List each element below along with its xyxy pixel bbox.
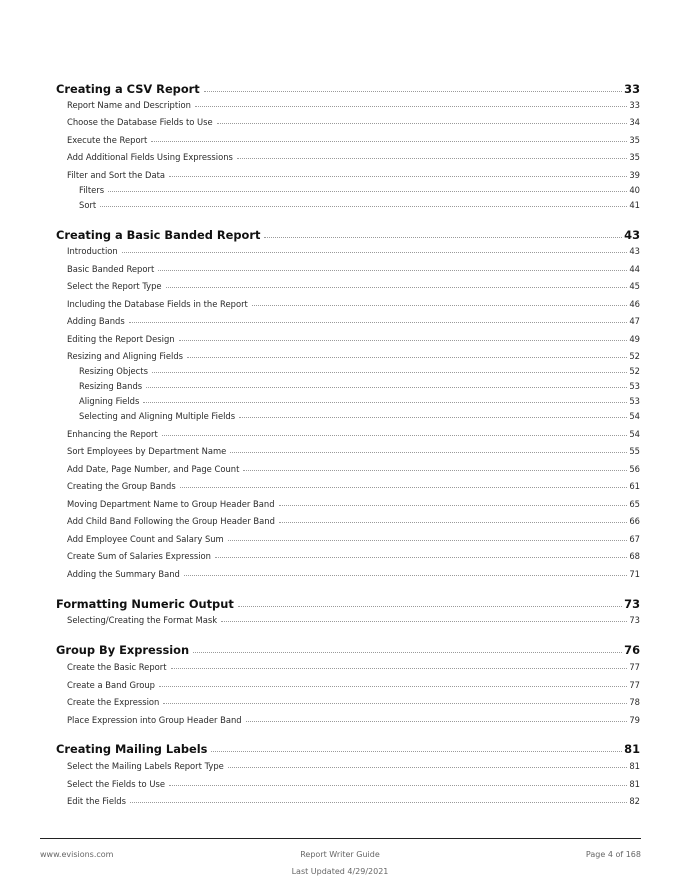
- toc-page-number: 44: [629, 264, 640, 274]
- dot-leader: [158, 269, 627, 271]
- footer-page-info: Page 4 of 168: [585, 850, 641, 859]
- toc-entry-title: Add Additional Fields Using Expressions: [67, 152, 233, 162]
- dot-leader: [195, 105, 627, 107]
- toc-entry-title: Select the Report Type: [67, 281, 162, 291]
- toc-page-number: 33: [624, 82, 640, 96]
- dot-leader: [246, 720, 628, 722]
- toc-page-number: 40: [629, 185, 640, 195]
- toc-item-entry[interactable]: [0, 615, 680, 625]
- footer-doc-title: Report Writer Guide: [300, 850, 380, 859]
- dot-leader: [238, 605, 622, 607]
- dot-leader: [279, 521, 627, 523]
- toc-entry-title: Add Child Band Following the Group Header Band: [67, 516, 275, 526]
- toc-subitem-entry[interactable]: [0, 185, 680, 195]
- dot-leader: [279, 504, 628, 506]
- toc-item-entry[interactable]: [0, 351, 680, 361]
- dot-leader: [228, 766, 628, 768]
- toc-page-number: 77: [629, 662, 640, 672]
- toc-section-entry[interactable]: [0, 597, 680, 611]
- toc-item-entry[interactable]: [0, 516, 680, 526]
- toc-page-number: 55: [629, 446, 640, 456]
- toc-entry-title: Create the Expression: [67, 697, 160, 707]
- toc-page-number: 54: [629, 429, 640, 439]
- toc-entry-title: Basic Banded Report: [67, 264, 155, 274]
- dot-leader: [146, 386, 627, 388]
- toc-item-entry[interactable]: [0, 246, 680, 256]
- footer-divider: [40, 838, 641, 839]
- toc-entry-title: Filters: [79, 185, 105, 195]
- dot-leader: [187, 356, 627, 358]
- toc-item-entry[interactable]: [0, 499, 680, 509]
- toc-page-number: 71: [629, 569, 640, 579]
- toc-item-entry[interactable]: [0, 534, 680, 544]
- toc-page-number: 47: [629, 316, 640, 326]
- toc-entry-title: Resizing Bands: [79, 381, 143, 391]
- toc-entry-title: Edit the Fields: [67, 796, 126, 806]
- toc-item-entry[interactable]: [0, 715, 680, 725]
- toc-entry-title: Moving Department Name to Group Header Band: [67, 499, 275, 509]
- toc-item-entry[interactable]: [0, 117, 680, 127]
- toc-entry-title: Create the Basic Report: [67, 662, 167, 672]
- toc-entry-title: Create Sum of Salaries Expression: [67, 551, 211, 561]
- toc-subitem-entry[interactable]: [0, 200, 680, 210]
- footer-website-link[interactable]: www.evisions.com: [40, 850, 114, 859]
- dot-leader: [180, 486, 628, 488]
- dot-leader: [264, 236, 622, 238]
- toc-page-number: 77: [629, 680, 640, 690]
- dot-leader: [193, 651, 622, 653]
- toc-page-number: 73: [624, 597, 640, 611]
- dot-leader: [129, 321, 628, 323]
- toc-page-number: 49: [629, 334, 640, 344]
- toc-page-number: 52: [629, 366, 640, 376]
- toc-section-entry[interactable]: [0, 228, 680, 242]
- toc-page-number: 33: [629, 100, 640, 110]
- toc-page-number: 43: [624, 228, 640, 242]
- toc-page-number: 35: [629, 152, 640, 162]
- toc-item-entry[interactable]: [0, 551, 680, 561]
- toc-page-number: 53: [629, 381, 640, 391]
- toc-entry-title: Creating the Group Bands: [67, 481, 176, 491]
- toc-page-number: 81: [624, 742, 640, 756]
- dot-leader: [215, 556, 627, 558]
- toc-page-number: 79: [629, 715, 640, 725]
- toc-entry-title: Formatting Numeric Output: [56, 597, 234, 611]
- toc-entry-title: Add Date, Page Number, and Page Count: [67, 464, 240, 474]
- toc-entry-title: Aligning Fields: [79, 396, 140, 406]
- toc-subitem-entry[interactable]: [0, 411, 680, 421]
- toc-entry-title: Place Expression into Group Header Band: [67, 715, 242, 725]
- toc-page-number: 52: [629, 351, 640, 361]
- toc-page-number: 61: [629, 481, 640, 491]
- toc-page-number: 43: [629, 246, 640, 256]
- toc-item-entry[interactable]: [0, 446, 680, 456]
- toc-item-entry[interactable]: [0, 316, 680, 326]
- dot-leader: [230, 451, 627, 453]
- toc-entry-title: Execute the Report: [67, 135, 148, 145]
- toc-item-entry[interactable]: [0, 100, 680, 110]
- toc-page-number: 68: [629, 551, 640, 561]
- toc-entry-title: Report Name and Description: [67, 100, 191, 110]
- toc-subitem-entry[interactable]: [0, 366, 680, 376]
- toc-page-number: 81: [629, 761, 640, 771]
- dot-leader: [243, 469, 627, 471]
- toc-page-number: 54: [629, 411, 640, 421]
- toc-item-entry[interactable]: [0, 680, 680, 690]
- dot-leader: [108, 190, 627, 192]
- toc-section-entry[interactable]: [0, 82, 680, 96]
- dot-leader: [221, 620, 627, 622]
- toc-item-entry[interactable]: [0, 264, 680, 274]
- dot-leader: [163, 702, 627, 704]
- dot-leader: [239, 416, 627, 418]
- toc-entry-title: Filter and Sort the Data: [67, 170, 166, 180]
- toc-entry-title: Choose the Database Fields to Use: [67, 117, 213, 127]
- toc-item-entry[interactable]: [0, 697, 680, 707]
- toc-item-entry[interactable]: [0, 170, 680, 180]
- dot-leader: [159, 685, 627, 687]
- toc-page-number: 39: [629, 170, 640, 180]
- dot-leader: [169, 784, 627, 786]
- toc-entry-title: Selecting and Aligning Multiple Fields: [79, 411, 236, 421]
- toc-page-number: 34: [629, 117, 640, 127]
- toc-page-number: 46: [629, 299, 640, 309]
- toc-item-entry[interactable]: [0, 796, 680, 806]
- toc-page-number: 73: [629, 615, 640, 625]
- toc-entry-title: Sort Employees by Department Name: [67, 446, 227, 456]
- toc-section-entry[interactable]: [0, 643, 680, 657]
- toc-item-entry[interactable]: [0, 152, 680, 162]
- dot-leader: [143, 401, 627, 403]
- dot-leader: [252, 304, 628, 306]
- toc-entry-title: Introduction: [67, 246, 118, 256]
- toc-item-entry[interactable]: [0, 281, 680, 291]
- toc-entry-title: Select the Fields to Use: [67, 779, 165, 789]
- toc-page-number: 82: [629, 796, 640, 806]
- toc-entry-title: Resizing Objects: [79, 366, 148, 376]
- dot-leader: [166, 286, 628, 288]
- toc-entry-title: Selecting/Creating the Format Mask: [67, 615, 218, 625]
- toc-entry-title: Including the Database Fields in the Report: [67, 299, 248, 309]
- toc-page-number: 56: [629, 464, 640, 474]
- toc-entry-title: Adding the Summary Band: [67, 569, 180, 579]
- toc-entry-title: Group By Expression: [56, 643, 190, 657]
- toc-page-number: 41: [629, 200, 640, 210]
- dot-leader: [130, 801, 627, 803]
- toc-page-number: 67: [629, 534, 640, 544]
- dot-leader: [228, 539, 628, 541]
- toc-page-number: 78: [629, 697, 640, 707]
- dot-leader: [171, 667, 628, 669]
- toc-page-number: 45: [629, 281, 640, 291]
- toc-subitem-entry[interactable]: [0, 396, 680, 406]
- dot-leader: [122, 251, 628, 253]
- dot-leader: [151, 140, 627, 142]
- toc-entry-title: Editing the Report Design: [67, 334, 175, 344]
- toc-entry-title: Resizing and Aligning Fields: [67, 351, 184, 361]
- toc-page-number: 81: [629, 779, 640, 789]
- toc-item-entry[interactable]: [0, 481, 680, 491]
- dot-leader: [162, 434, 628, 436]
- toc-page-number: 53: [629, 396, 640, 406]
- footer-last-updated: Last Updated 4/29/2021: [291, 867, 389, 876]
- toc-item-entry[interactable]: [0, 464, 680, 474]
- toc-page-number: 65: [629, 499, 640, 509]
- toc-item-entry[interactable]: [0, 299, 680, 309]
- toc-entry-title: Add Employee Count and Salary Sum: [67, 534, 224, 544]
- toc-item-entry[interactable]: [0, 429, 680, 439]
- toc-page-number: 35: [629, 135, 640, 145]
- toc-page-number: 76: [624, 643, 640, 657]
- toc-section-entry[interactable]: [0, 742, 680, 756]
- dot-leader: [100, 205, 627, 207]
- toc-entry-title: Creating a Basic Banded Report: [56, 228, 261, 242]
- dot-leader: [169, 175, 627, 177]
- toc-entry-title: Enhancing the Report: [67, 429, 158, 439]
- dot-leader: [179, 339, 628, 341]
- dot-leader: [217, 122, 628, 124]
- toc-entry-title: Creating Mailing Labels: [56, 742, 208, 756]
- dot-leader: [211, 750, 622, 752]
- toc-item-entry[interactable]: [0, 135, 680, 145]
- toc-item-entry[interactable]: [0, 761, 680, 771]
- toc-page-number: 66: [629, 516, 640, 526]
- toc-subitem-entry[interactable]: [0, 381, 680, 391]
- dot-leader: [237, 157, 627, 159]
- dot-leader: [184, 574, 627, 576]
- toc-item-entry[interactable]: [0, 662, 680, 672]
- toc-item-entry[interactable]: [0, 779, 680, 789]
- toc-entry-title: Creating a CSV Report: [56, 82, 200, 96]
- toc-item-entry[interactable]: [0, 334, 680, 344]
- toc-entry-title: Adding Bands: [67, 316, 125, 326]
- toc-entry-title: Sort: [79, 200, 97, 210]
- toc-entry-title: Select the Mailing Labels Report Type: [67, 761, 224, 771]
- dot-leader: [152, 371, 627, 373]
- toc-entry-title: Create a Band Group: [67, 680, 155, 690]
- toc-item-entry[interactable]: [0, 569, 680, 579]
- dot-leader: [204, 90, 622, 92]
